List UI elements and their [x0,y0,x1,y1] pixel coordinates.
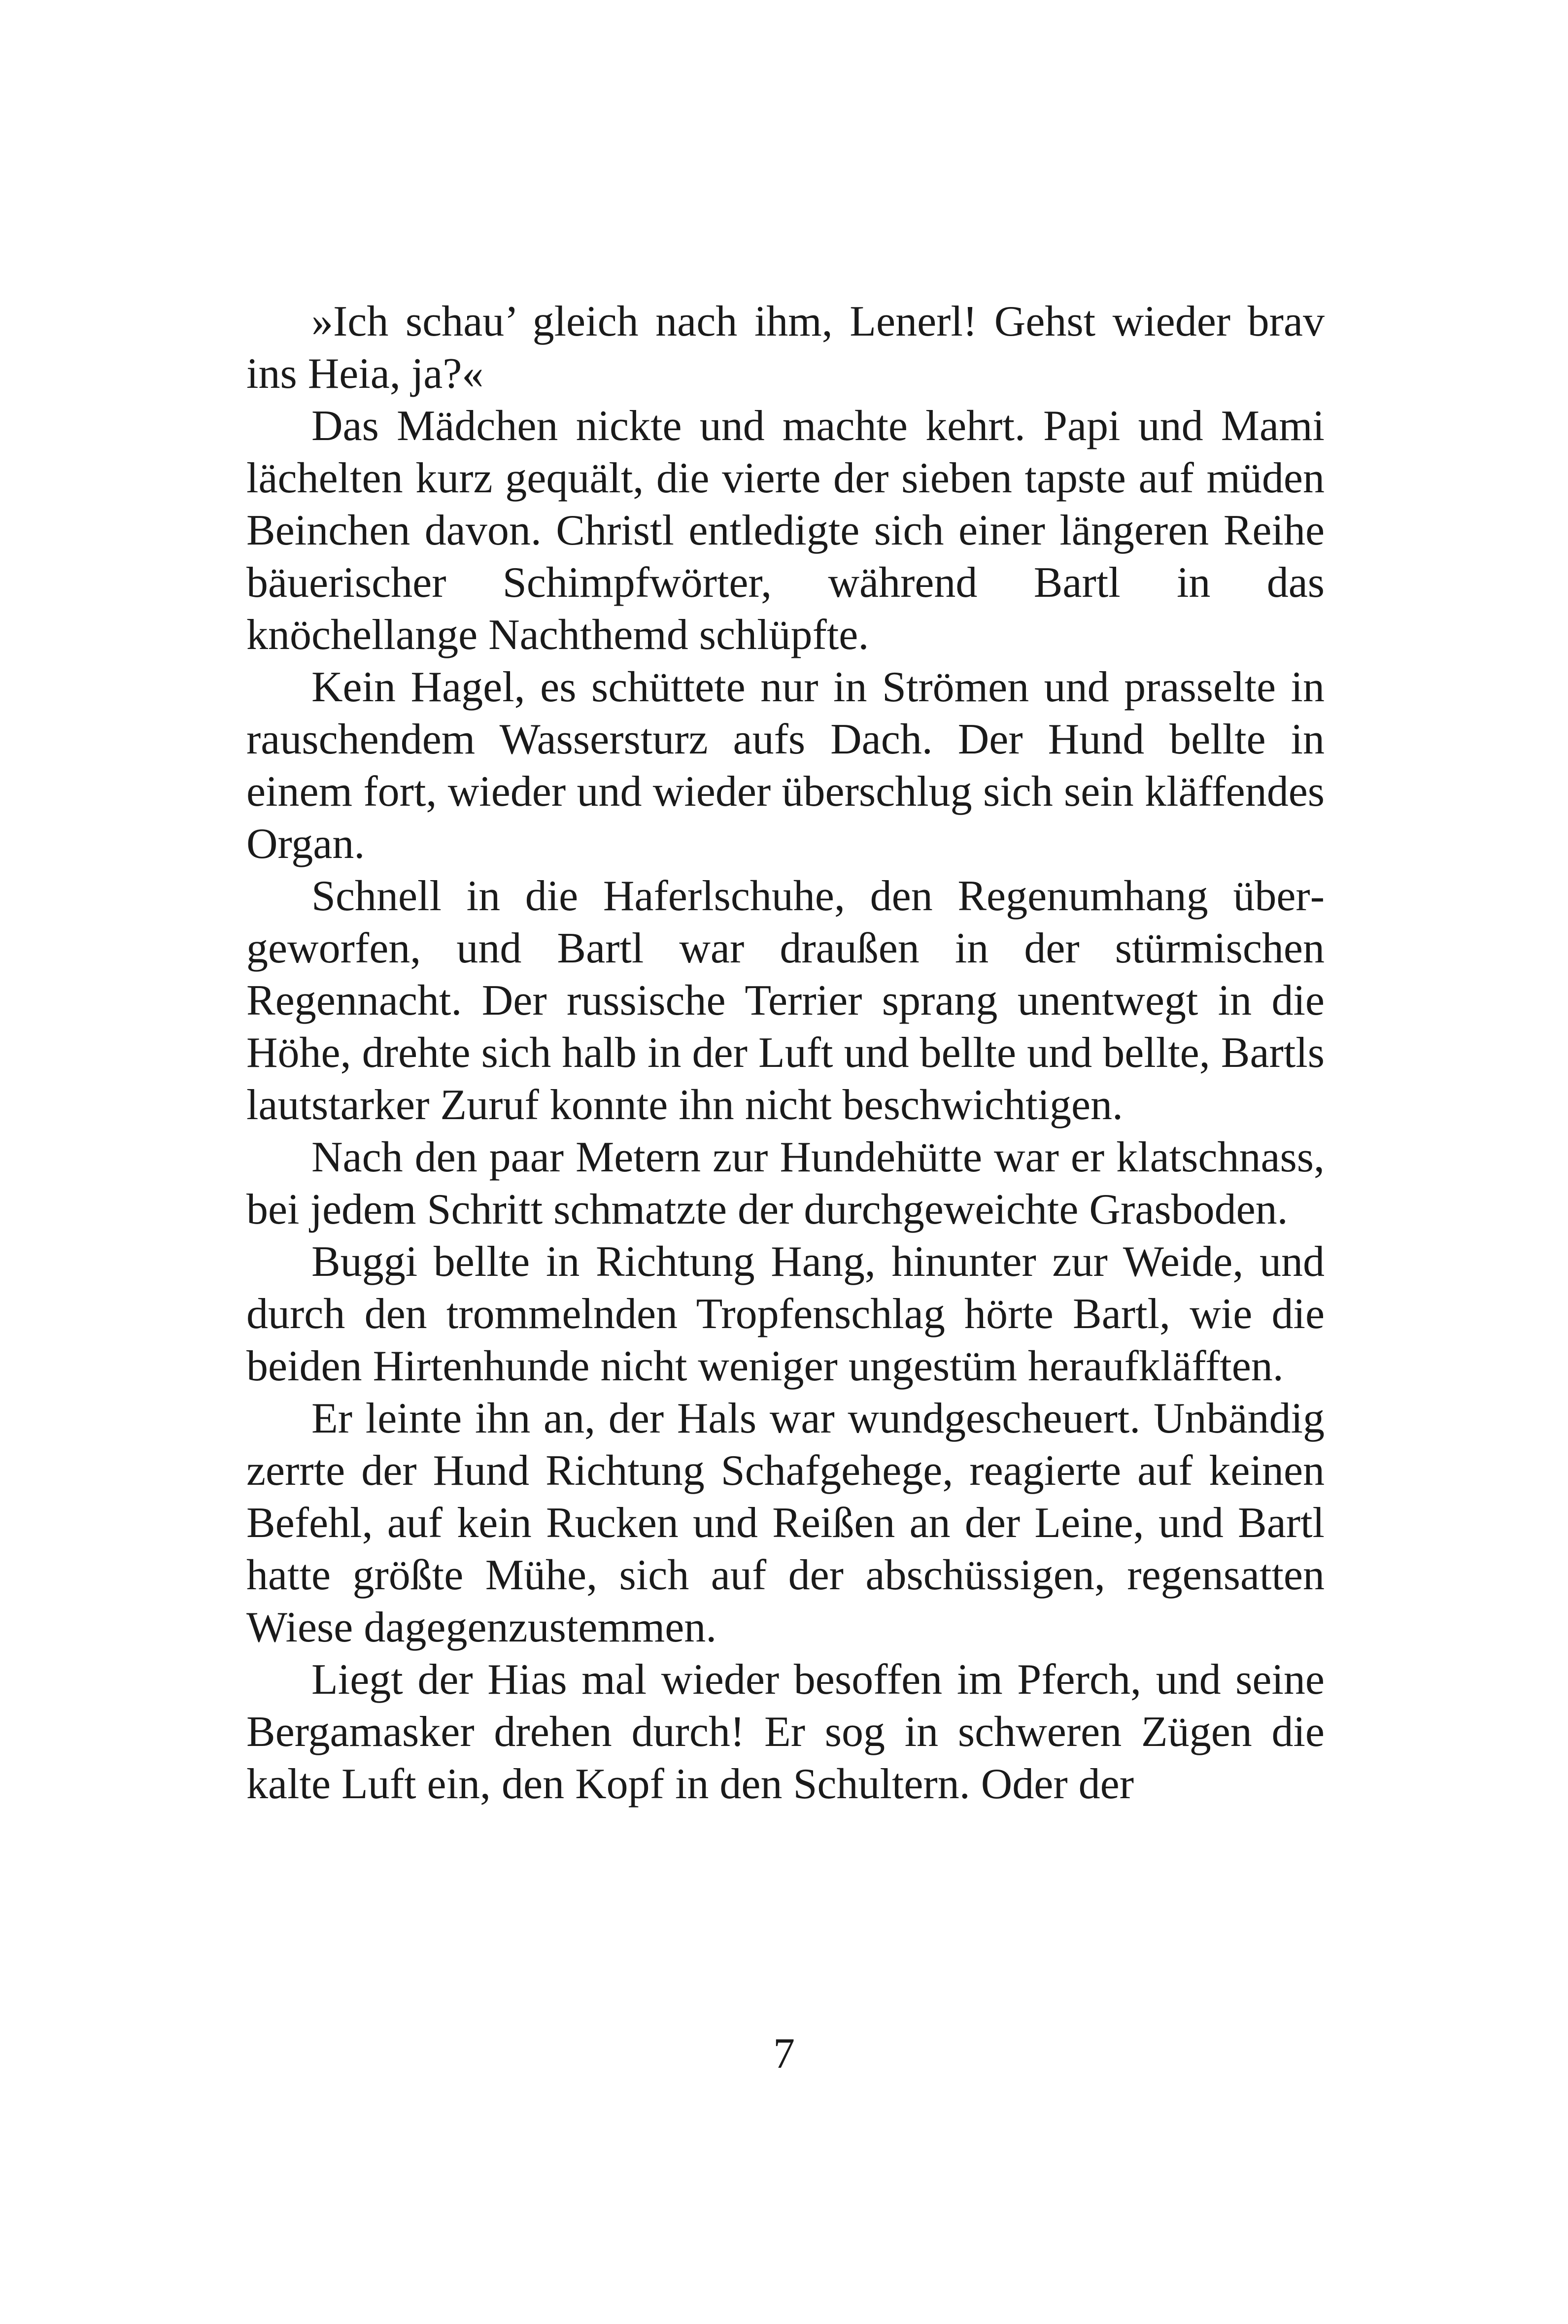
paragraph-5: Nach den paar Metern zur Hundehütte war er klatschnass, bei jedem Schritt schmatzte der durchgeweichte Grasboden. [246,1133,1325,1233]
paragraph-2: Das Mädchen nickte und machte kehrt. Papi und Mami lächelten kurz gequält, die vierte der sieben tapste auf müden Beinchen davon. Christl entledigte sich einer längeren Reihe bäuerischer Schimpfwörter, während Bartl in das knöchellange Nachthemd schlüpfte. [246,402,1325,659]
paragraph-3: Kein Hagel, es schüttete nur in Strömen und prasselte in rauschendem Wassersturz aufs Dach. Der Hund bellte in einem fort, wieder und wieder überschlug sich sein kläffendes Organ. [246,663,1325,868]
paragraph-6: Buggi bellte in Richtung Hang, hinunter zur Weide, und durch den trommelnden Tropfenschlag hörte Bartl, wie die beiden Hirtenhunde nicht weniger ungestüm heraufkläfften. [246,1238,1325,1390]
paragraph-4: Schnell in die Haferlschuhe, den Regenumhang übergeworfen, und Bartl war draußen in der stürmischen Regennacht. Der russische Terrier sprang unentwegt in die Höhe, drehte sich halb in der Luft und bellte und bellte, Bartls lautstarker Zuruf konnte ihn nicht beschwichtigen. [246,872,1325,1129]
paragraph-1: »Ich schau’ gleich nach ihm, Lenerl! Gehst wieder brav ins Heia, ja?« [246,298,1325,398]
page-number: 7 [773,2030,795,2078]
paragraph-8: Liegt der Hias mal wieder besoffen im Pferch, und seine Bergamasker drehen durch! Er sog in schweren Zügen die kalte Luft ein, den Kopf in den Schultern. Oder der [246,1656,1325,1808]
body-text [246,296,1325,1811]
paragraph-7: Er leinte ihn an, der Hals war wundgescheuert. Unbändig zerrte der Hund Richtung Schafgehege, reagierte auf keinen Befehl, auf kein Rucken und Reißen an der Leine, und Bartl hatte größte Mühe, sich auf der abschüssigen, regensatten Wiese dagegenzustemmen. [246,1395,1325,1651]
